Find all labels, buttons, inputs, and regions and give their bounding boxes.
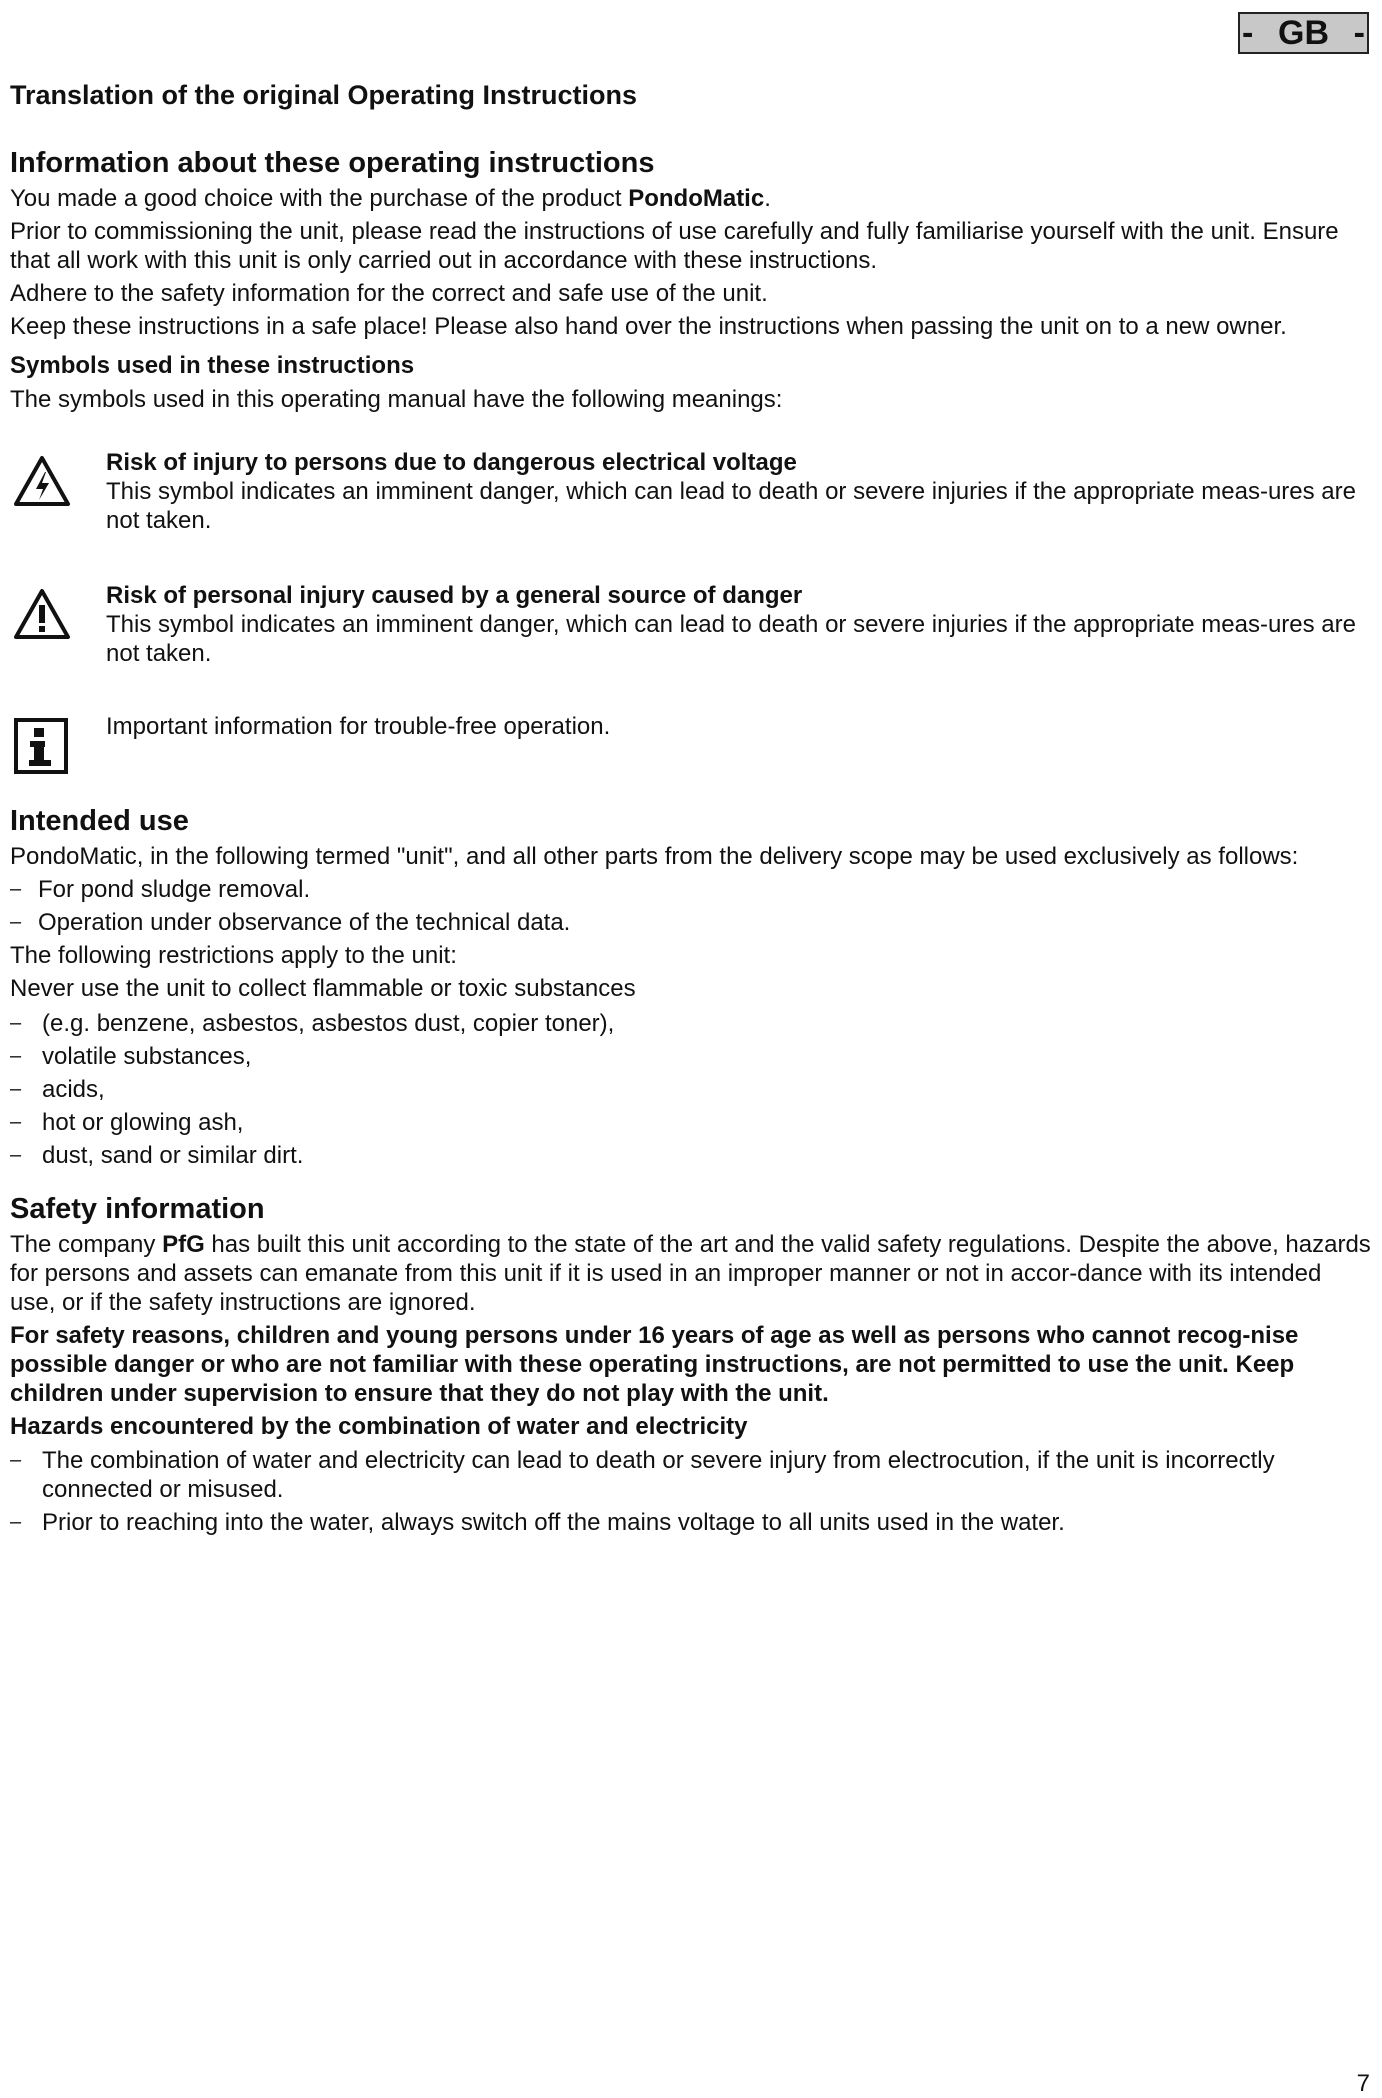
info-paragraph-3: Adhere to the safety information for the correct and safe use of the unit. <box>10 280 768 307</box>
info-icon <box>12 716 72 776</box>
document-content <box>10 78 1372 1541</box>
list-item: – volatile substances, <box>10 1042 1372 1071</box>
page-number: 7 <box>1356 2070 1370 2097</box>
symbol-row-electrical <box>10 448 1372 535</box>
restrictions-intro: The following restrictions apply to the unit: <box>10 942 457 969</box>
list-item: – hot or glowing ash, <box>10 1108 1372 1137</box>
symbol-electrical-title: Risk of injury to persons due to dangerous electrical voltage <box>106 449 797 476</box>
badge-dash-left: - <box>1242 14 1254 52</box>
info-paragraph-2: Prior to commissioning the unit, please read the instructions of use carefully and fully familiarise yourself with the unit. Ensure that all work with this unit is only carried out in accordance with these instructions. <box>10 218 1339 274</box>
symbol-general-title: Risk of personal injury caused by a general source of danger <box>106 582 803 609</box>
language-badge <box>1238 12 1369 54</box>
symbol-electrical-text: This symbol indicates an imminent danger, which can lead to death or severe injuries if the appropriate meas-ures are not taken. <box>106 478 1356 534</box>
list-item: – The combination of water and electricity can lead to death or severe injury from electrocution, if the unit is incorrectly connected or misused. <box>10 1446 1372 1504</box>
hazards-heading: Hazards encountered by the combination of water and electricity <box>10 1413 748 1440</box>
language-label: GB <box>1278 14 1329 52</box>
uses-list <box>10 875 1372 937</box>
info-p1-text: You made a good choice with the purchase of the product <box>10 185 629 212</box>
symbol-info-text: Important information for trouble-free operation. <box>106 713 611 740</box>
info-paragraph-4: Keep these instructions in a safe place! Please also hand over the instructions when passing the unit on to a new owner. <box>10 313 1287 340</box>
company-name: PfG <box>162 1231 205 1258</box>
list-item: – (e.g. benzene, asbestos, asbestos dust, copier toner), <box>10 1009 1372 1038</box>
electrical-hazard-icon <box>12 452 72 512</box>
intended-use-section <box>10 804 1372 1170</box>
intended-use-heading: Intended use <box>10 805 189 837</box>
list-item: – Prior to reaching into the water, always switch off the mains voltage to all units used in the water. <box>10 1508 1372 1537</box>
safety-p1-rest: has built this unit according to the state of the art and the valid safety regulations. Despite the above, hazards for persons and assets can emanate from this unit if it is used in an improper manner or not in accor-dance with its intended use, or if the safety instructions are ignored. <box>10 1231 1371 1316</box>
list-item: – dust, sand or similar dirt. <box>10 1141 1372 1170</box>
info-heading: Information about these operating instructions <box>10 147 655 179</box>
symbol-general-text: This symbol indicates an imminent danger, which can lead to death or severe injuries if the appropriate meas-ures are not taken. <box>106 611 1356 667</box>
restrictions-list <box>10 1009 1372 1170</box>
safety-paragraph <box>10 1230 1372 1317</box>
symbol-row-general <box>10 581 1372 668</box>
symbols-section <box>10 351 1372 782</box>
list-item: – Operation under observance of the technical data. <box>10 908 1372 937</box>
info-paragraph-1 <box>10 184 1372 213</box>
badge-dash-right: - <box>1353 14 1365 52</box>
info-section <box>10 146 1372 341</box>
safety-heading: Safety information <box>10 1193 265 1225</box>
symbol-row-info <box>10 712 1372 782</box>
symbols-intro: The symbols used in this operating manual have the following meanings: <box>10 386 783 413</box>
safety-section <box>10 1192 1372 1537</box>
intended-use-intro: PondoMatic, in the following termed "unit", and all other parts from the delivery scope may be used exclusively as follows: <box>10 843 1299 870</box>
info-p1-end: . <box>764 185 771 212</box>
hazards-list <box>10 1446 1372 1537</box>
symbols-heading: Symbols used in these instructions <box>10 352 415 379</box>
list-item: – acids, <box>10 1075 1372 1104</box>
children-warning: For safety reasons, children and young persons under 16 years of age as well as persons who cannot recog-nise possible danger or who are not familiar with these operating instructions, are not permitted to use the unit. Keep children under supervision to ensure that they do not play with the unit. <box>10 1322 1299 1407</box>
list-item: – For pond sludge removal. <box>10 875 1372 904</box>
safety-p1-text: The company <box>10 1231 163 1258</box>
product-name: PondoMatic <box>628 185 765 212</box>
general-hazard-icon <box>12 585 72 645</box>
never-use-text: Never use the unit to collect flammable or toxic substances <box>10 975 636 1002</box>
document-title: Translation of the original Operating Instructions <box>10 80 638 110</box>
